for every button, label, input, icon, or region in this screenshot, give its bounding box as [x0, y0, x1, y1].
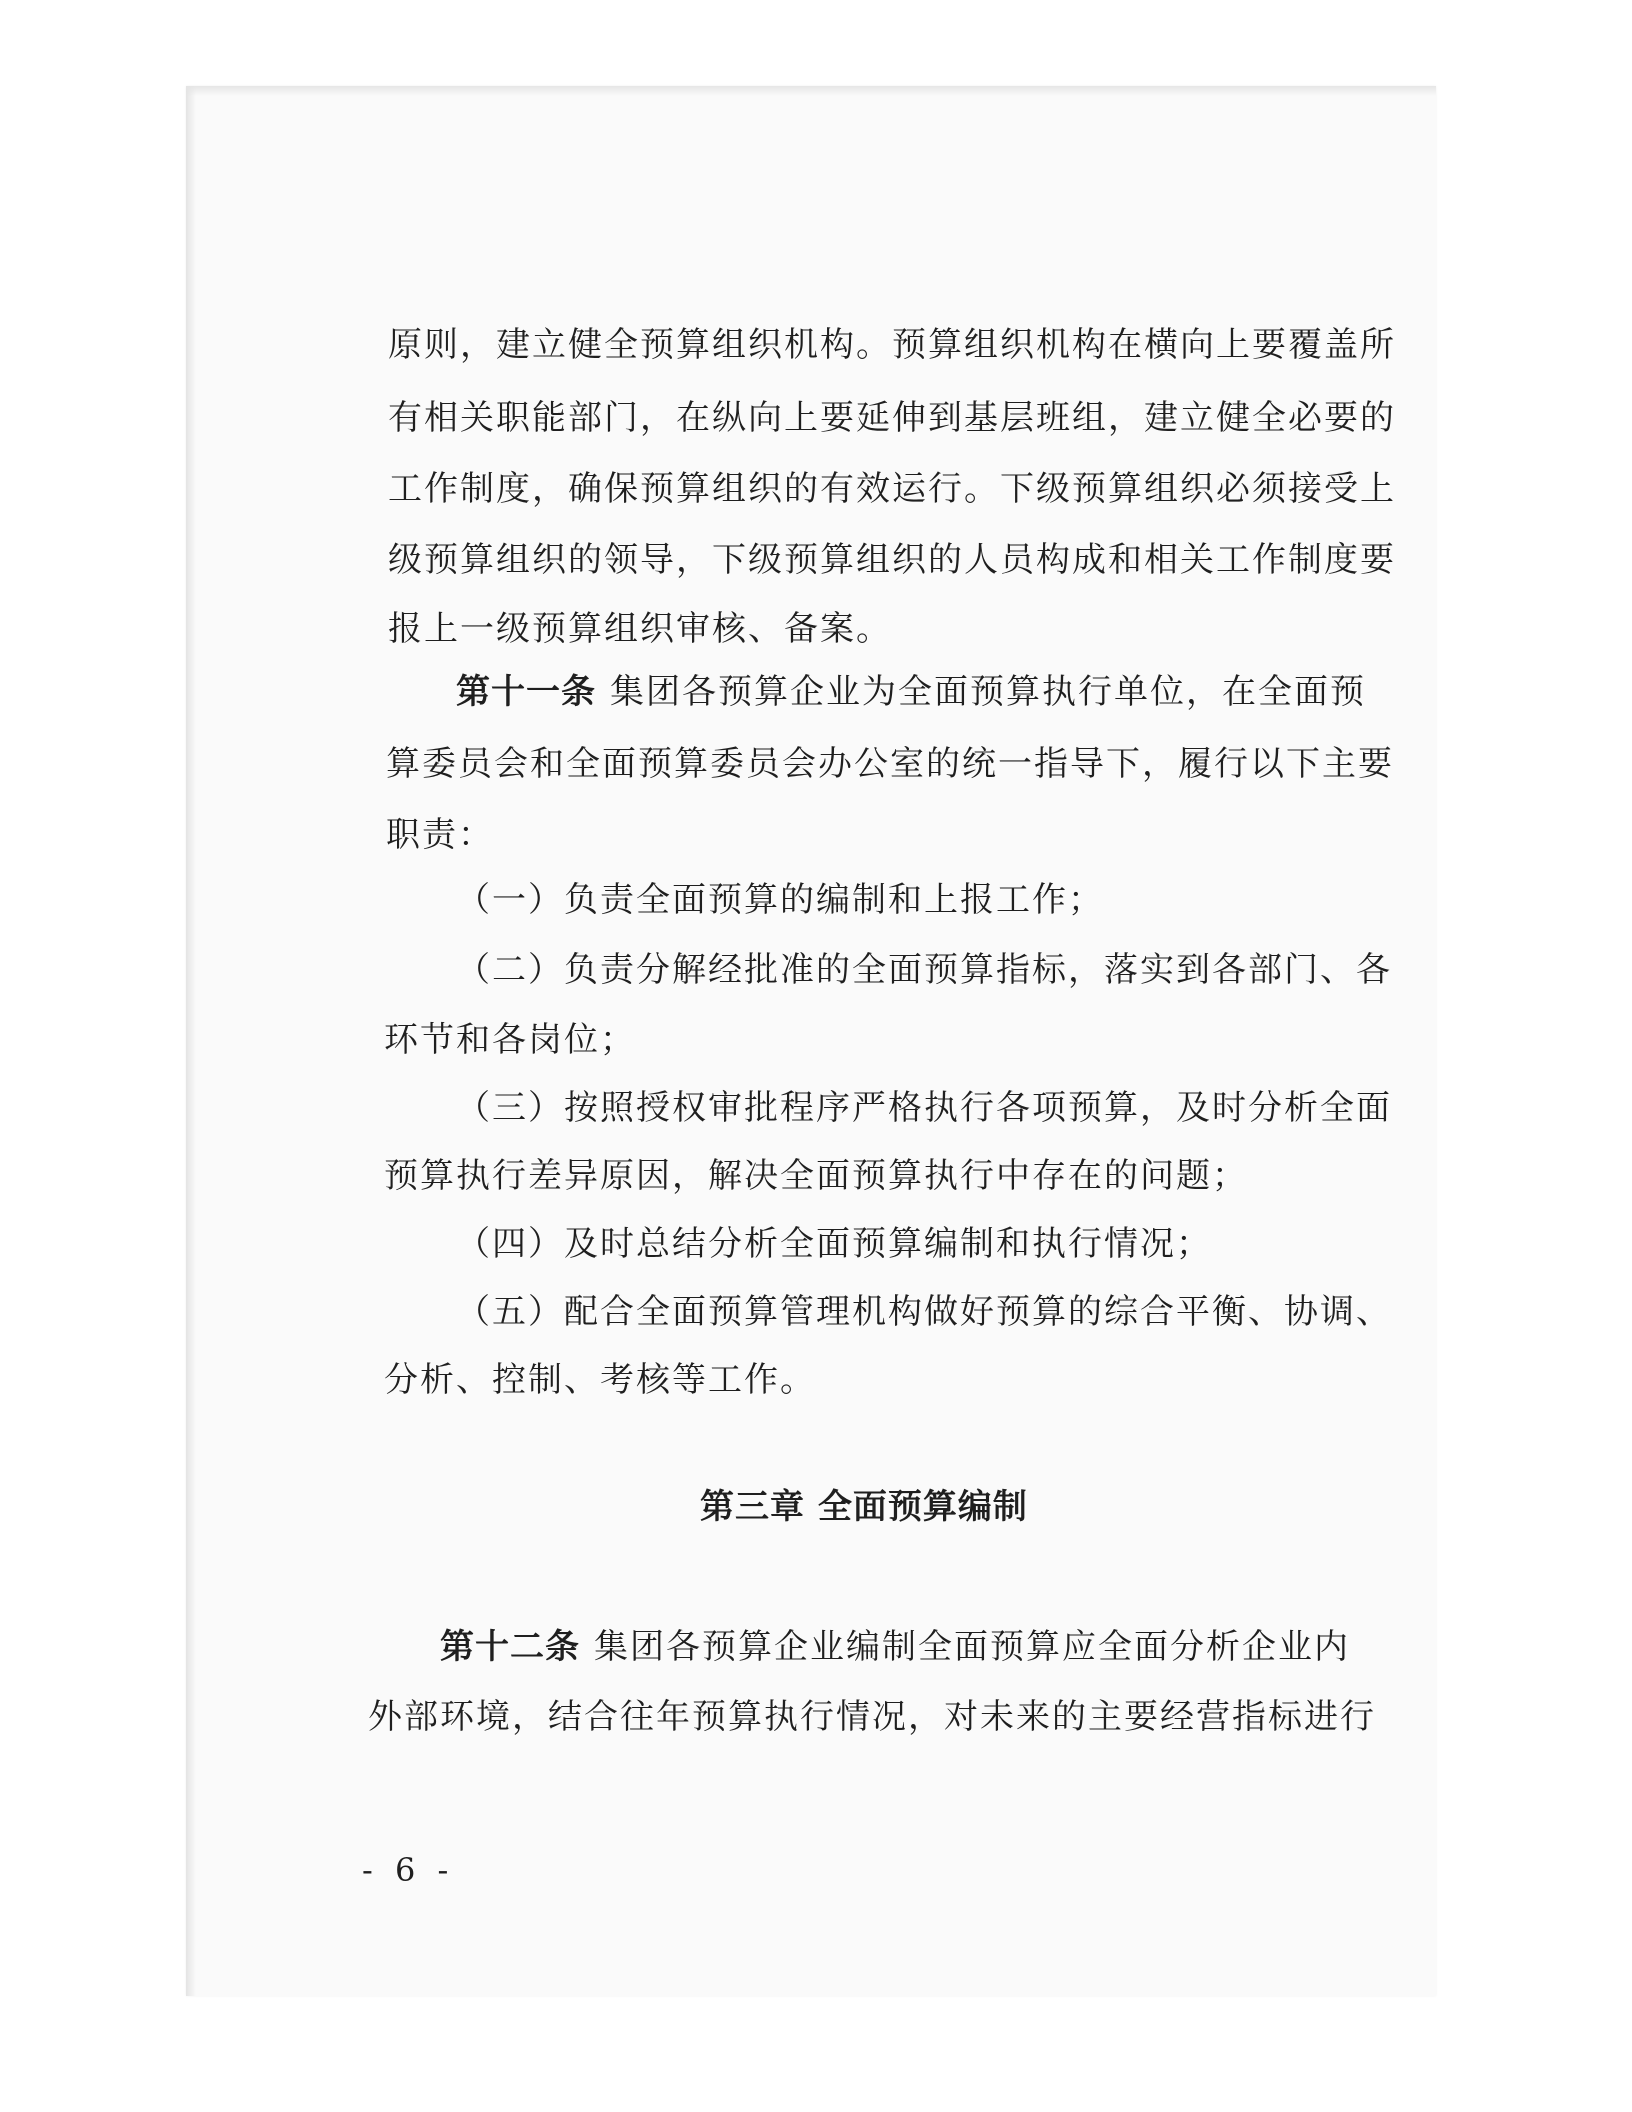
article-12-line: 外部环境，结合往年预算执行情况，对未来的主要经营指标进行	[368, 1697, 1376, 1737]
article-12-text: 集团各预算企业编制全面预算应全面分析企业内	[594, 1627, 1350, 1667]
duty-item: 预算执行差异原因，解决全面预算执行中存在的问题；	[384, 1156, 1248, 1196]
article-12-first-line	[440, 1627, 1350, 1667]
article-11-text: 集团各预算企业为全面预算执行单位，在全面预	[610, 672, 1366, 712]
body-line: 原则，建立健全预算组织机构。预算组织机构在横向上要覆盖所	[388, 325, 1396, 365]
duty-item: （四）及时总结分析全面预算编制和执行情况；	[456, 1224, 1212, 1264]
body-line: 有相关职能部门，在纵向上要延伸到基层班组，建立健全必要的	[388, 398, 1396, 438]
duty-item: 环节和各岗位；	[384, 1020, 636, 1060]
duty-item: （二）负责分解经批准的全面预算指标，落实到各部门、各	[456, 950, 1392, 990]
article-11-line: 职责：	[386, 815, 494, 855]
scan-shadow-top	[186, 86, 1436, 96]
article-12-number: 第十二条	[440, 1627, 580, 1667]
duty-item: （一）负责全面预算的编制和上报工作；	[456, 880, 1104, 920]
chapter-title: 第三章 全面预算编制	[700, 1487, 1028, 1527]
body-line: 报上一级预算组织审核、备案。	[388, 609, 892, 649]
page-number: - 6 -	[362, 1851, 455, 1889]
scan-shadow-left	[186, 86, 196, 1996]
duty-item: （五）配合全面预算管理机构做好预算的综合平衡、协调、	[456, 1292, 1392, 1332]
duty-item: （三）按照授权审批程序严格执行各项预算，及时分析全面	[456, 1088, 1392, 1128]
article-11-line: 算委员会和全面预算委员会办公室的统一指导下，履行以下主要	[386, 744, 1394, 784]
body-line: 级预算组织的领导，下级预算组织的人员构成和相关工作制度要	[388, 540, 1396, 580]
body-line: 工作制度，确保预算组织的有效运行。下级预算组织必须接受上	[388, 469, 1396, 509]
article-11-first-line	[456, 672, 1366, 712]
duty-item: 分析、控制、考核等工作。	[384, 1360, 816, 1400]
article-11-number: 第十一条	[456, 672, 596, 712]
